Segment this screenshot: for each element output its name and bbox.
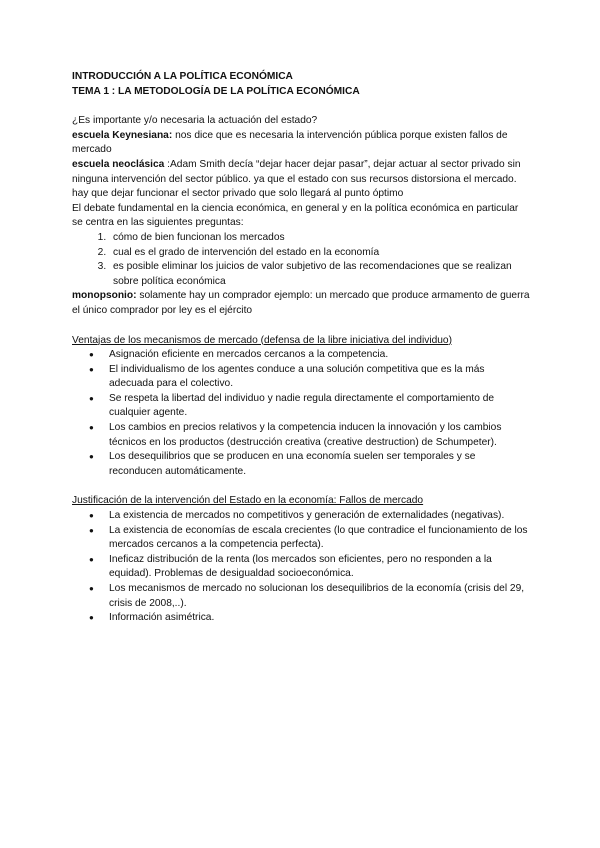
list-item: ● El individualismo de los agentes conduce a una solución competitiva que es la más adecuada para el colectivo. <box>109 363 530 392</box>
questions-list <box>72 231 530 289</box>
list-item: ● Los cambios en precios relativos y la competencia inducen la innovación y los cambios técnicos en los productos (destrucción creativa (creative destruction) de Schumpeter). <box>109 421 530 450</box>
monopsonio-paragraph <box>72 289 530 318</box>
neoclasica-text: :Adam Smith decía “dejar hacer dejar pasar”, dejar actuar al sector privado sin ninguna intervención del sector público. ya que el estado con sus recursos distorsiona el mercado. hay que dejar funcionar el sector privado que solo llegará al punto óptimo <box>72 158 521 200</box>
justificacion-heading: Justificación de la intervención del Estado en la economía: Fallos de mercado <box>72 495 424 507</box>
spacer <box>72 319 530 334</box>
keynes-text: nos dice que es necesaria la intervención pública porque existen fallos de mercado <box>72 129 508 156</box>
document-page <box>72 70 530 626</box>
keynes-paragraph <box>72 129 530 158</box>
list-item: ● La existencia de mercados no competitivos y generación de externalidades (negativas). <box>109 509 530 524</box>
keynes-term: escuela Keynesiana: <box>72 129 173 141</box>
neoclasica-paragraph <box>72 158 530 202</box>
list-item: ● Asignación eficiente en mercados cercanos a la competencia. <box>109 348 530 363</box>
intro-question: ¿Es importante y/o necesaria la actuación del estado? <box>72 115 318 127</box>
list-item: ● La existencia de economías de escala crecientes (lo que contradice el funcionamiento de los mercados cercanos a la competencia perfecta). <box>109 524 530 553</box>
spacer <box>72 99 530 114</box>
list-item: 3. es posible eliminar los juicios de valor subjetivo de las recomendaciones que se realizan sobre política económica <box>109 260 530 289</box>
list-item: ● Ineficaz distribución de la renta (los mercados son eficientes, pero no responden a la equidad). Problemas de desigualdad socioeconómica. <box>109 553 530 582</box>
justificacion-list <box>72 509 530 626</box>
list-item: 2. cual es el grado de intervención del estado en la economía <box>109 246 530 261</box>
document-title: INTRODUCCIÓN A LA POLÍTICA ECONÓMICA <box>72 71 293 82</box>
spacer <box>72 479 530 494</box>
list-item: ● Se respeta la libertad del individuo y nadie regula directamente el comportamiento de cualquier agente. <box>109 392 530 421</box>
monopsonio-text: solamente hay un comprador ejemplo: un mercado que produce armamento de guerra el único comprador por ley es el ejército <box>72 290 530 316</box>
ventajas-list <box>72 348 530 479</box>
ventajas-heading: Ventajas de los mecanismos de mercado (defensa de la libre iniciativa del individuo) <box>72 334 452 346</box>
debate-paragraph: El debate fundamental en la ciencia económica, en general y en la política económica en particular se centra en las siguientes preguntas: <box>72 202 519 229</box>
topic-title: TEMA 1 : LA METODOLOGÍA DE LA POLÍTICA ECONÓMICA <box>72 85 360 97</box>
list-item: ● Los desequilibrios que se producen en una economía suelen ser temporales y se reconducen automáticamente. <box>109 450 530 479</box>
neoclasica-term: escuela neoclásica <box>72 158 165 170</box>
list-item: ● Información asimétrica. <box>109 611 530 626</box>
list-item: ● Los mecanismos de mercado no solucionan los desequilibrios de la economía (crisis del 29, crisis de 2008,..). <box>109 582 530 611</box>
list-item: 1. cómo de bien funcionan los mercados <box>109 231 530 246</box>
monopsonio-term: monopsonio: <box>72 290 137 302</box>
